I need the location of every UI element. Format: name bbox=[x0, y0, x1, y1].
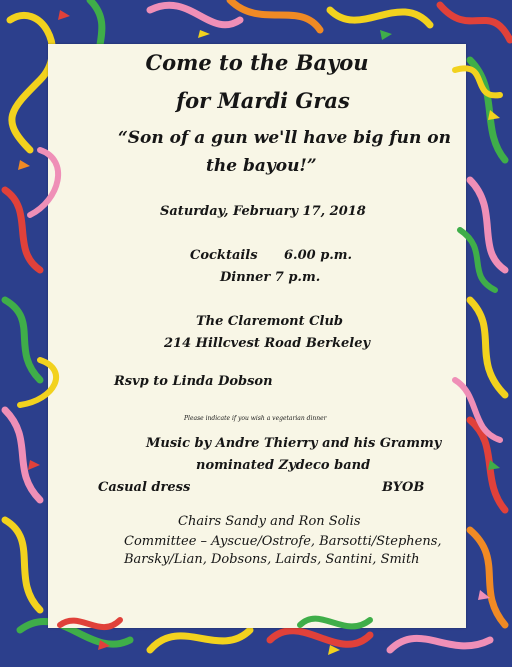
quote-line1: “Son of a gun we'll have big fun on bbox=[118, 128, 451, 148]
dress-code: Casual dress bbox=[98, 480, 191, 495]
event-date: Saturday, February 17, 2018 bbox=[160, 204, 366, 219]
vegetarian-note: Please indicate if you wish a vegetarian dinner bbox=[184, 415, 327, 422]
music-line2: nominated Zydeco band bbox=[196, 458, 371, 473]
venue-address: 214 Hillcvest Road Berkeley bbox=[164, 336, 371, 351]
dinner-time: Dinner 7 p.m. bbox=[220, 270, 321, 285]
invitation-card bbox=[48, 44, 466, 628]
committee-line1: Committee – Ayscue/Ostrofe, Barsotti/Stephens, bbox=[124, 534, 442, 549]
venue-name: The Claremont Club bbox=[196, 314, 343, 329]
committee-line2: Barsky/Lian, Dobsons, Lairds, Santini, Smith bbox=[124, 552, 420, 567]
cocktails-label: Cocktails bbox=[190, 248, 258, 263]
byob-text: BYOB bbox=[382, 480, 425, 495]
invitation-title-line2: for Mardi Gras bbox=[176, 88, 350, 113]
rsvp-text: Rsvp to Linda Dobson bbox=[114, 374, 273, 389]
music-line1: Music by Andre Thierry and his Grammy bbox=[146, 436, 442, 451]
quote-line2: the bayou!” bbox=[206, 156, 317, 176]
invitation-title-line1: Come to the Bayou bbox=[145, 50, 369, 75]
cocktails-time: 6.00 p.m. bbox=[284, 248, 353, 263]
chairs-text: Chairs Sandy and Ron Solis bbox=[178, 514, 361, 529]
